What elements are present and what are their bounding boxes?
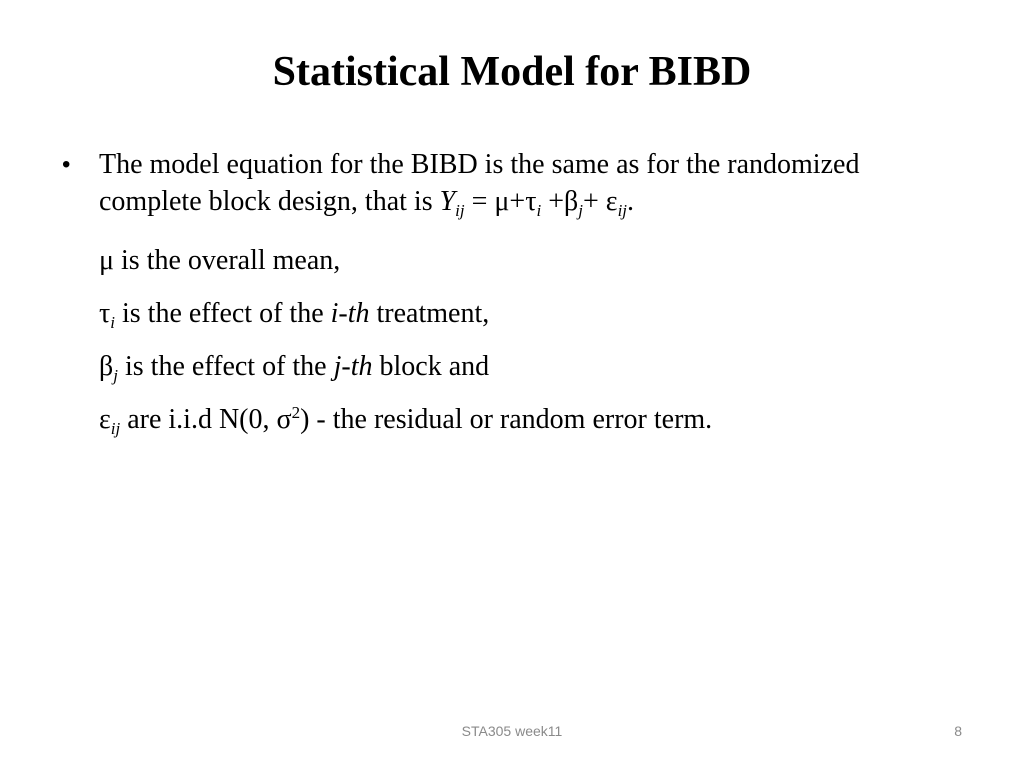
eq-eps: + ε	[583, 186, 618, 217]
eq-beta-sub: j	[578, 201, 583, 220]
eq-tau-sub: i	[536, 201, 542, 220]
tau-symbol: τ	[99, 298, 111, 329]
eq-end: .	[627, 186, 635, 217]
eps-text-2: ) - the residual or random error term.	[300, 404, 713, 435]
eps-sub: ij	[110, 419, 121, 438]
beta-jth: j-th	[333, 351, 373, 382]
beta-text-1: is the effect of the	[117, 351, 334, 382]
eps-sup: 2	[291, 403, 301, 422]
eps-text-1: are i.i.d N(0, σ	[120, 404, 292, 435]
footer-course: STA305 week11	[461, 723, 563, 739]
eps-symbol: ε	[99, 404, 111, 435]
tau-text-1: is the effect of the	[115, 298, 331, 329]
definition-mu	[99, 243, 340, 279]
beta-text-2: block and	[372, 351, 490, 382]
eq-eps-sub: ij	[617, 201, 628, 220]
definition-epsilon	[99, 402, 712, 438]
bullet-marker: •	[62, 151, 71, 178]
bullet-intro: The model equation for the BIBD is the same as for the randomized complete block design, that is	[99, 149, 860, 217]
tau-sub: i	[110, 313, 115, 332]
eq-mu-tau: = μ+τ	[464, 186, 537, 217]
tau-ith: i-th	[330, 298, 370, 329]
bullet-text	[99, 146, 962, 220]
beta-sub: j	[113, 366, 118, 385]
beta-symbol: β	[99, 351, 114, 382]
bullet-item	[62, 146, 962, 220]
mu-text: μ is the overall mean,	[99, 245, 341, 276]
eq-y-sub: ij	[455, 201, 465, 220]
definition-beta	[99, 349, 489, 385]
footer-page-number: 8	[954, 723, 962, 739]
slide-title: Statistical Model for BIBD	[272, 49, 752, 95]
eq-beta: +β	[541, 186, 579, 217]
definition-tau	[99, 296, 489, 332]
eq-y: Y	[439, 186, 456, 217]
tau-text-2: treatment,	[369, 298, 490, 329]
